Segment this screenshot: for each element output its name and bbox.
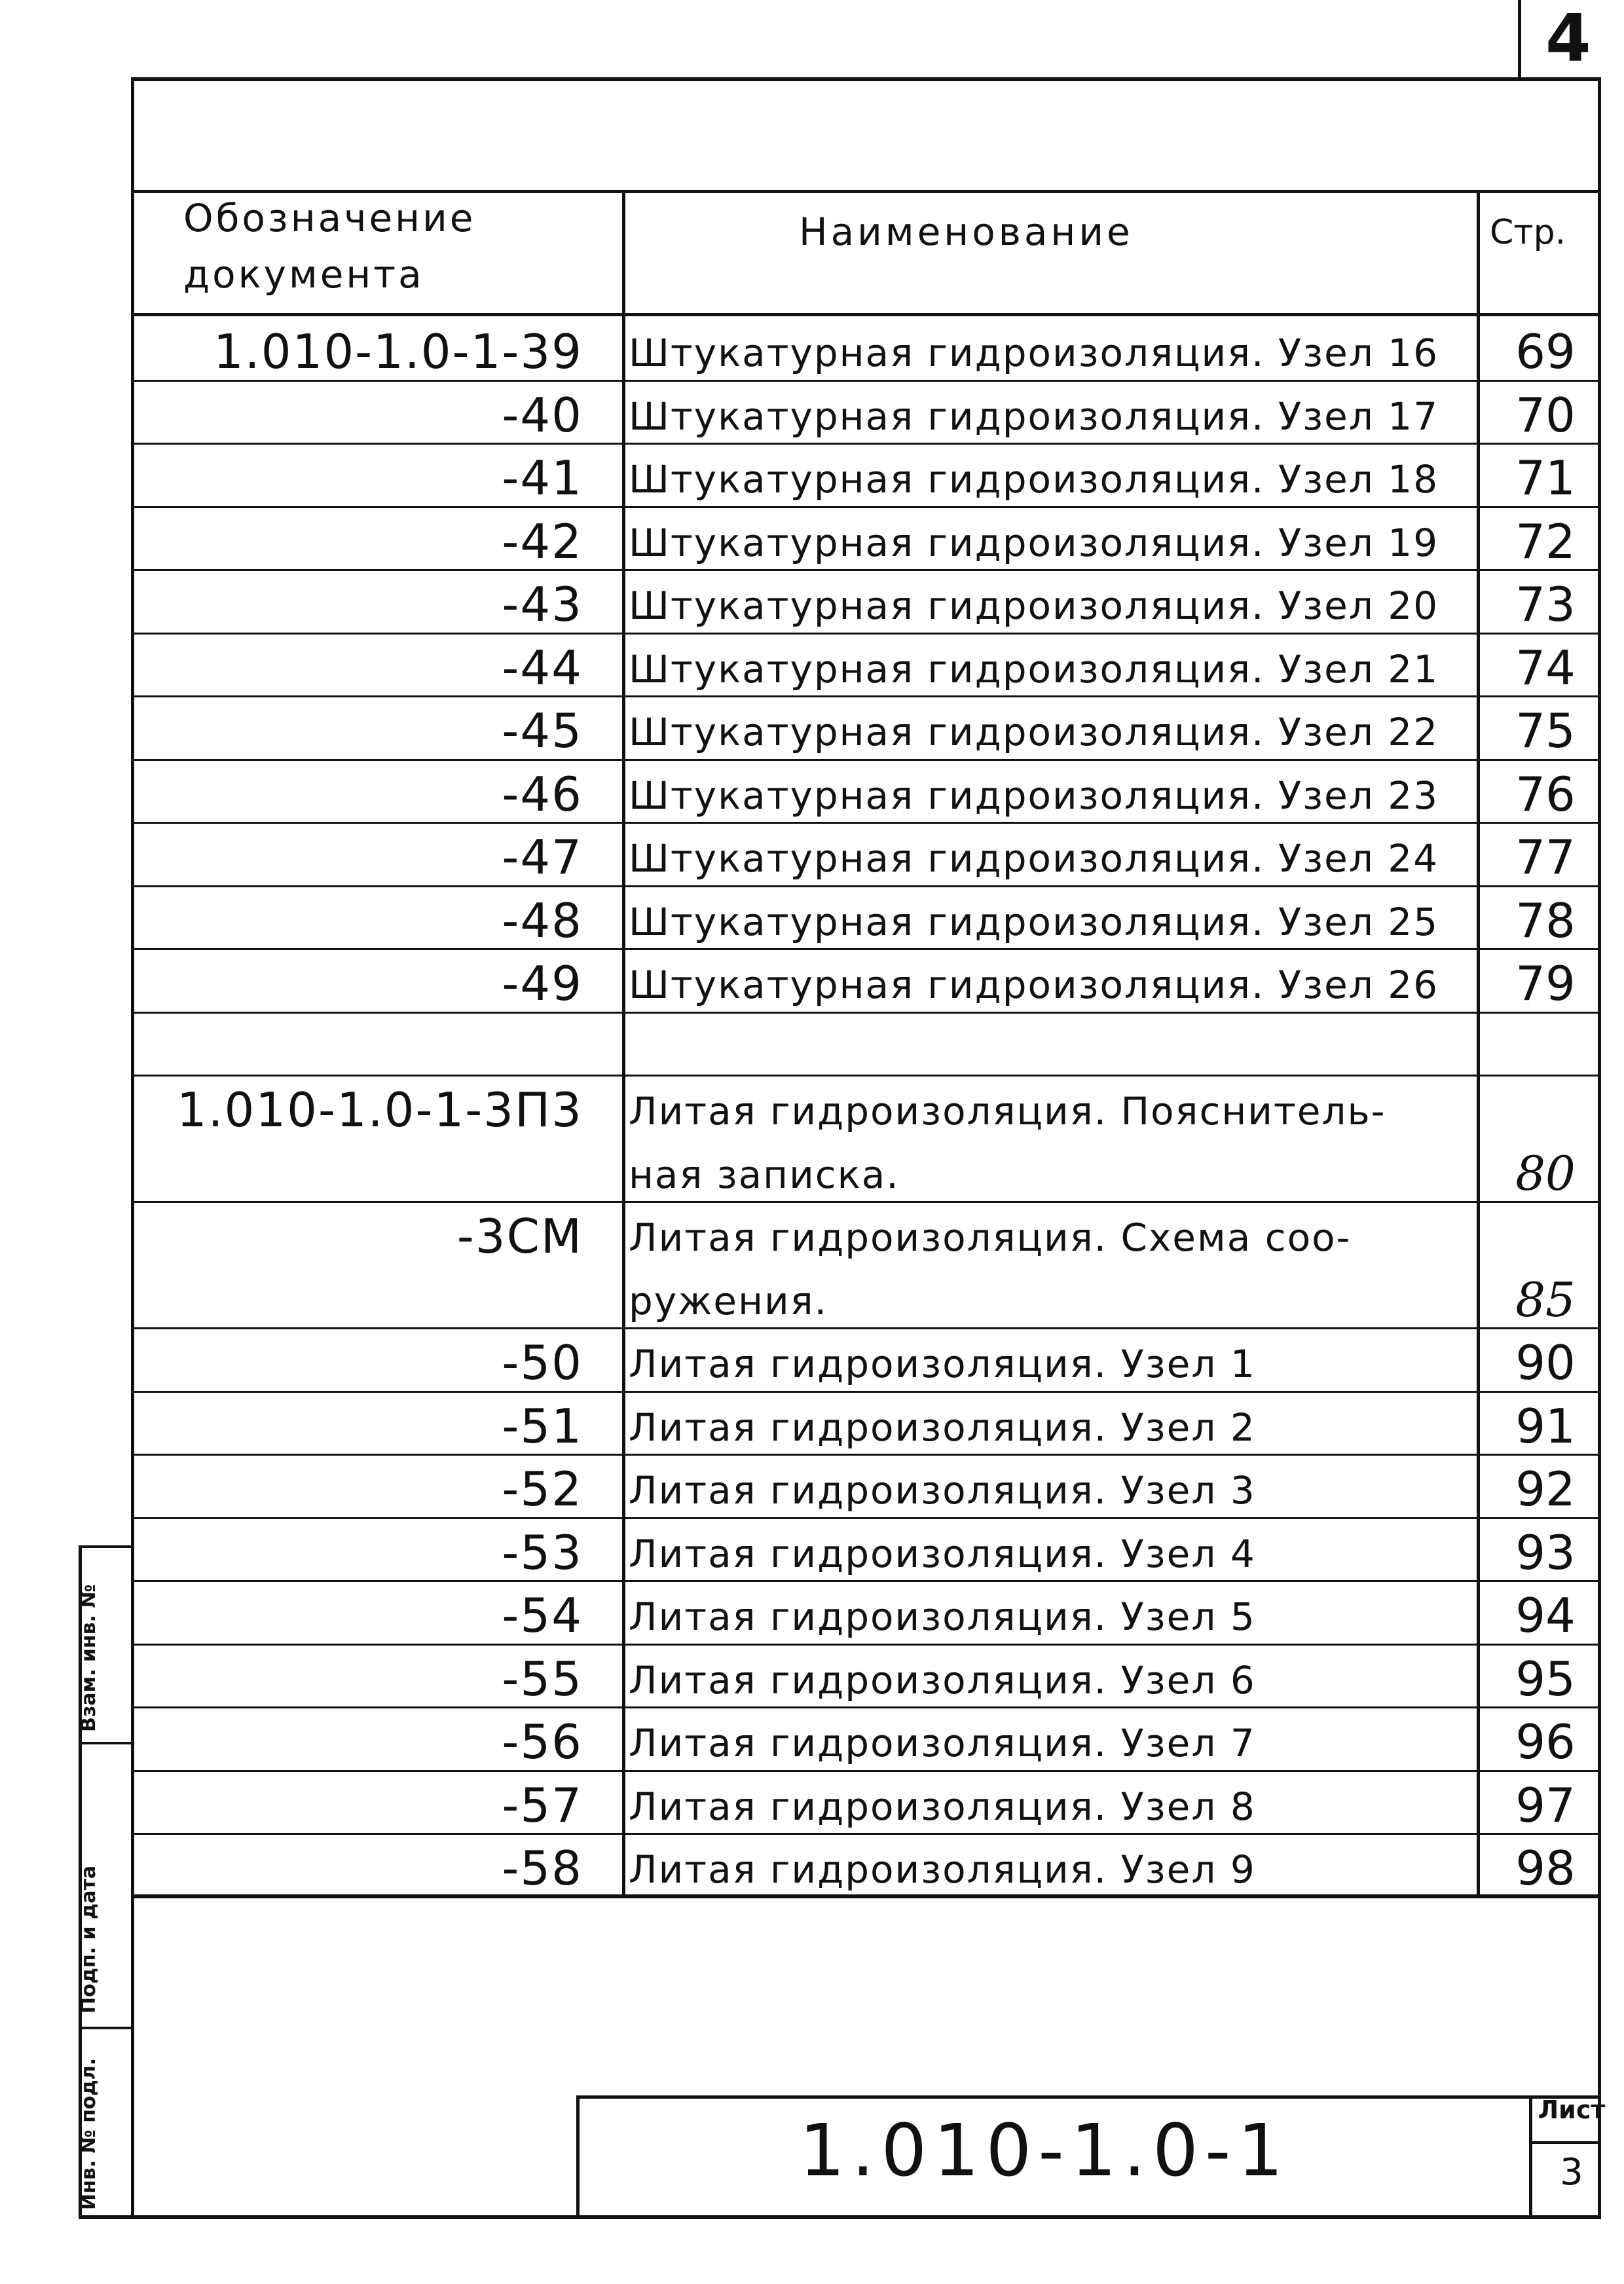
table-row (0, 634, 1624, 697)
row-page: 85 (1515, 1272, 1576, 1327)
row-code: -58 (502, 1841, 583, 1896)
row-page: 79 (1515, 956, 1576, 1011)
row-code: -46 (502, 766, 583, 822)
header-code-line1: Обозначение (183, 196, 476, 240)
row-page: 69 (1515, 324, 1576, 379)
title-block-sheet-hline (1529, 2141, 1598, 2144)
table-row (0, 570, 1624, 633)
table-row (0, 887, 1624, 949)
row-code: -47 (502, 830, 583, 885)
row-code: -43 (502, 577, 583, 632)
corner-page-number: 4 (1545, 0, 1591, 77)
row-name: ружения. (629, 1278, 828, 1323)
table-row (0, 1329, 1624, 1391)
header-bottom-line (131, 313, 1598, 316)
row-page: 91 (1515, 1398, 1576, 1454)
table-row (0, 1076, 1624, 1139)
row-name: Литая гидроизоляция. Узел 1 (629, 1342, 1256, 1386)
row-page: 74 (1515, 640, 1576, 695)
row-page: 92 (1515, 1462, 1576, 1517)
row-name: ная записка. (629, 1152, 900, 1197)
table-row (0, 949, 1624, 1012)
row-code: -52 (502, 1462, 583, 1517)
table-row (0, 1139, 1624, 1202)
row-name: Литая гидроизоляция. Узел 2 (629, 1405, 1256, 1450)
table-row (0, 507, 1624, 570)
sheet-label: Лист (1538, 2095, 1606, 2124)
row-code: -48 (502, 893, 583, 948)
row-page: 98 (1515, 1841, 1576, 1896)
row-code: -54 (502, 1588, 583, 1643)
row-page: 72 (1515, 513, 1576, 569)
row-page: 97 (1515, 1777, 1576, 1833)
row-page: 76 (1515, 766, 1576, 822)
table-row (0, 1708, 1624, 1771)
side-stamp-label-inv: Инв. № подл. (77, 2057, 100, 2210)
row-name: Литая гидроизоляция. Узел 3 (629, 1468, 1256, 1513)
row-name: Штукатурная гидроизоляция. Узел 19 (629, 520, 1439, 565)
row-page: 90 (1515, 1335, 1576, 1390)
row-name: Литая гидроизоляция. Пояснитель- (629, 1089, 1386, 1133)
row-name: Штукатурная гидроизоляция. Узел 22 (629, 710, 1439, 754)
row-name: Штукатурная гидроизоляция. Узел 21 (629, 646, 1439, 691)
frame-top-right-tick (1518, 0, 1521, 79)
row-name: Литая гидроизоляция. Узел 5 (629, 1594, 1256, 1639)
row-code: 1.010-1.0-1-3П3 (176, 1082, 583, 1137)
table-row (0, 318, 1624, 380)
table-row (0, 1834, 1624, 1897)
table-row (0, 1013, 1624, 1076)
table-row (0, 1392, 1624, 1455)
sheet-number: 3 (1560, 2151, 1583, 2194)
row-name: Литая гидроизоляция. Узел 6 (629, 1657, 1256, 1703)
table-row (0, 760, 1624, 823)
row-page: 73 (1515, 577, 1576, 632)
table-row (0, 444, 1624, 507)
header-page: Стр. (1490, 213, 1566, 252)
row-code: -55 (502, 1651, 583, 1706)
row-name: Литая гидроизоляция. Узел 8 (629, 1784, 1256, 1829)
table-row (0, 1581, 1624, 1644)
frame-top (131, 77, 1598, 81)
row-page: 80 (1515, 1145, 1576, 1201)
row-name: Штукатурная гидроизоляция. Узел 18 (629, 457, 1439, 502)
row-code: -44 (502, 640, 583, 695)
table-row (0, 1455, 1624, 1518)
row-page: 93 (1515, 1524, 1576, 1580)
row-name: Литая гидроизоляция. Узел 9 (629, 1847, 1256, 1892)
title-block-top (576, 2095, 1598, 2099)
side-stamp-label-replace: Взам. инв. № (77, 1584, 100, 1732)
table-row (0, 823, 1624, 886)
header-name: Наименование (799, 210, 1134, 254)
table-row (0, 1202, 1624, 1265)
row-code: -56 (502, 1714, 583, 1769)
row-code: -57 (502, 1777, 583, 1833)
row-name: Штукатурная гидроизоляция. Узел 23 (629, 773, 1439, 818)
row-name: Штукатурная гидроизоляция. Узел 24 (629, 836, 1439, 881)
header-code (183, 190, 475, 303)
frame-bottom (79, 2215, 1601, 2219)
row-page: 96 (1515, 1714, 1576, 1769)
row-code: -42 (502, 513, 583, 569)
table-row (0, 1266, 1624, 1329)
row-name: Литая гидроизоляция. Узел 7 (629, 1721, 1256, 1765)
row-name: Литая гидроизоляция. Узел 4 (629, 1531, 1256, 1576)
row-page: 78 (1515, 893, 1576, 948)
row-page: 94 (1515, 1588, 1576, 1643)
row-code: -45 (502, 703, 583, 758)
row-separator (131, 1896, 1598, 1898)
side-stamp-div-2 (79, 2027, 134, 2029)
row-code: -3СМ (456, 1209, 583, 1264)
table-row (0, 1519, 1624, 1581)
table-row (0, 697, 1624, 760)
table-row (0, 1771, 1624, 1834)
row-code: -51 (502, 1398, 583, 1454)
row-name: Литая гидроизоляция. Схема соо- (629, 1215, 1352, 1260)
row-name: Штукатурная гидроизоляция. Узел 26 (629, 963, 1439, 1007)
table-row (0, 381, 1624, 444)
row-code: -41 (502, 451, 583, 506)
table-row (0, 1645, 1624, 1708)
side-stamp-label-sign: Подп. и дата (77, 1865, 100, 2014)
row-code: -40 (502, 387, 583, 443)
row-page: 70 (1515, 387, 1576, 443)
row-page: 77 (1515, 830, 1576, 885)
row-code: -49 (502, 956, 583, 1011)
row-code: 1.010-1.0-1-39 (213, 324, 583, 379)
row-name: Штукатурная гидроизоляция. Узел 17 (629, 394, 1439, 439)
row-page: 71 (1515, 451, 1576, 506)
row-name: Штукатурная гидроизоляция. Узел 25 (629, 899, 1439, 944)
header-code-line2: документа (183, 252, 424, 297)
row-code: -53 (502, 1524, 583, 1580)
row-name: Штукатурная гидроизоляция. Узел 16 (629, 331, 1439, 375)
row-name: Штукатурная гидроизоляция. Узел 20 (629, 583, 1439, 628)
row-code: -50 (502, 1335, 583, 1390)
row-page: 95 (1515, 1651, 1576, 1706)
row-page: 75 (1515, 703, 1576, 758)
document-code: 1.010-1.0-1 (799, 2109, 1290, 2192)
